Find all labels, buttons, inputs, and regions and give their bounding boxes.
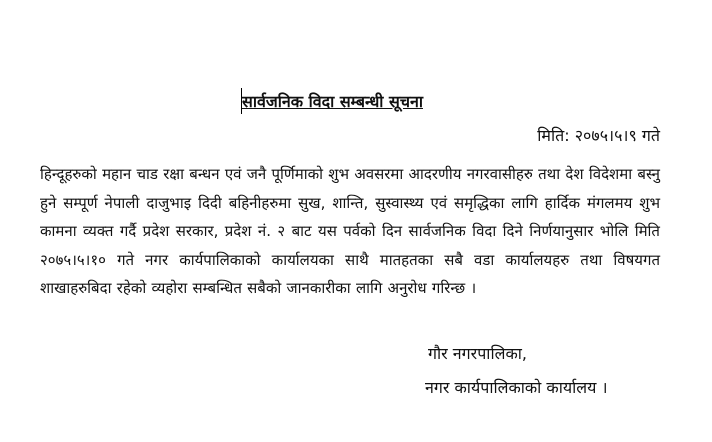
notice-body: हिन्दूहरुको महान चाड रक्षा बन्धन एवं जनै पूर्णिमाको शुभ अवसरमा आदरणीय नगरवासीहरु तथा देश विदेशमा बस्नु हुने सम्पूर्ण नेपाली दाजुभाइ दिदी बहिनीहरुमा सुख, शान्ति, सुस्वास्थ्य एवं समृद्धिका लागि हार्दिक मंगलमय शुभ कामना व्यक्त गर्दै प्रदेश सरकार, प्रदेश नं. २ बाट यस पर्वको दिन सार्वजनिक विदा दिने निर्णयानुसार भोलि मिति २०७५।५।१० गते नगर कार्यपालिकाको कार्यालयका साथै मातहतका सबै वडा कार्यालयहरु तथा विषयगत शाखाहरुबिदा रहेको व्यहोरा सम्बन्धित सबैको जानकारीका लागि अनुरोध गरिन्छ ।: [40, 165, 660, 297]
signature-organization: गौर नगरपालिका,: [428, 344, 527, 363]
signature-office: नगर कार्यपालिकाको कार्यालय ।: [425, 378, 608, 397]
notice-date: मिति: २०७५।५।९ गते: [537, 126, 660, 145]
notice-title: सार्वजनिक विदा सम्बन्धी सूचना: [242, 92, 423, 111]
